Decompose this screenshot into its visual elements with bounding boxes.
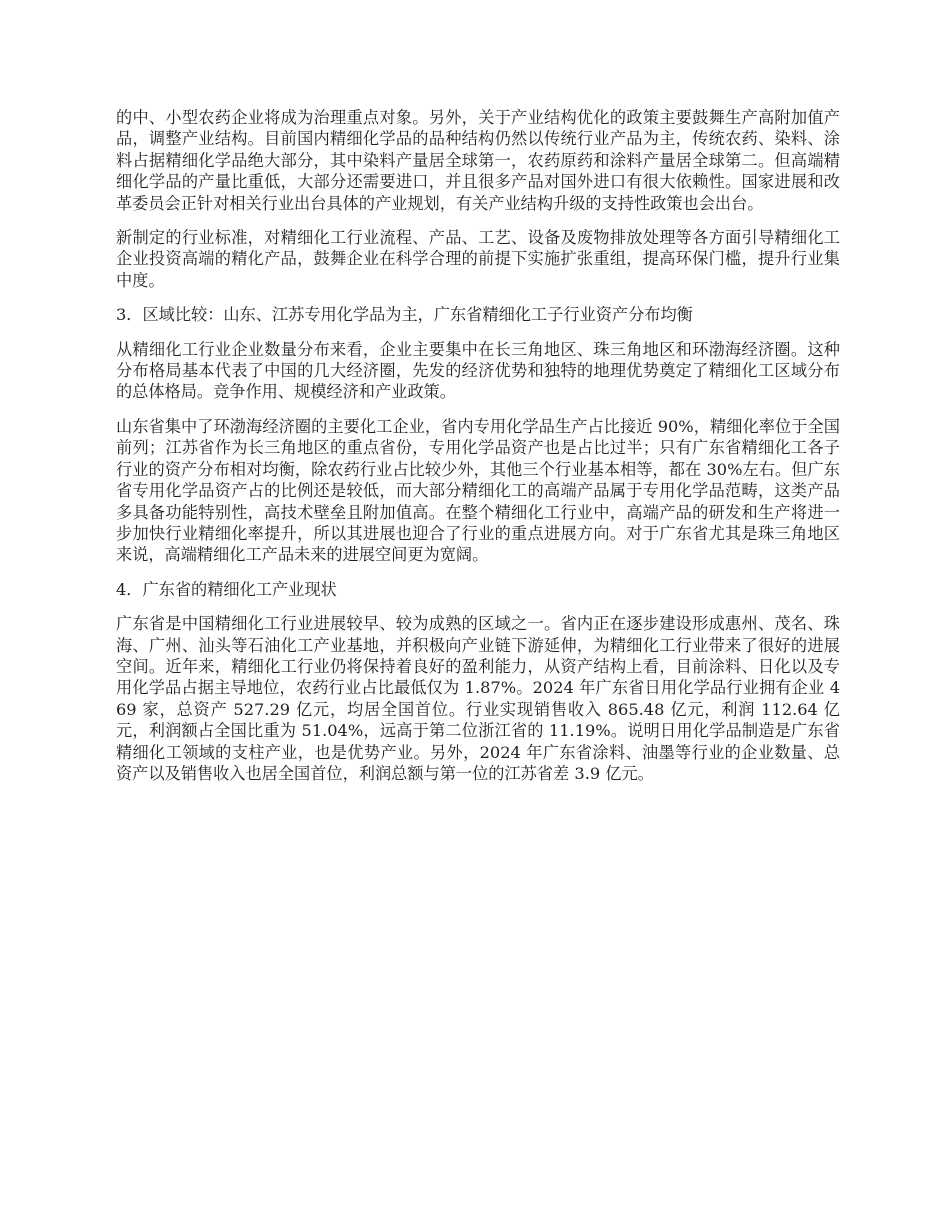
paragraph-industry-policy: 的中、小型农药企业将成为治理重点对象。另外，关于产业结构优化的政策主要鼓舞生产高附加值产品，调整产业结构。目前国内精细化学品的品种结构仍然以传统行业产品为主，传统农药、染料、涂料占据精细化学品绝大部分，其中染料产量居全球第一，农药原药和涂料产量居全球第二。但高端精细化学品的产量比重低，大部分还需要进口，并且很多产品对国外进口有很大依赖性。国家进展和改革委员会正针对相关行业出台具体的产业规划，有关产业结构升级的支持性政策也会出台。	[116, 108, 840, 213]
paragraph-guangdong-industry: 广东省是中国精细化工行业进展较早、较为成熟的区域之一。省内正在逐步建设形成惠州、茂名、珠海、广州、汕头等石油化工产业基地，并积极向产业链下游延伸，为精细化工行业带来了很好的进展空间。近年来，精细化工行业仍将保持着良好的盈利能力，从资产结构上看，目前涂料、日化以及专用化学品占据主导地位，农药行业占比最低仅为 1.87%。2024 年广东省日用化学品行业拥有企业 469 家，总资产 527.29 亿元，均居全国首位。行业实现销售收入 865.48 亿元，利润 112.64 亿元，利润额占全国比重为 51.04%，远高于第二位浙江省的 11.19%。说明日用化学品制造是广东省精细化工领域的支柱产业，也是优势产业。另外，2024 年广东省涂料、油墨等行业的企业数量、总资产以及销售收入也居全国首位，利润总额与第一位的江苏省差 3.9 亿元。	[116, 614, 840, 783]
paragraph-industry-standard: 新制定的行业标准，对精细化工行业流程、产品、工艺、设备及废物排放处理等各方面引导精细化工企业投资高端的精化产品，鼓舞企业在科学合理的前提下实施扩张重组，提高环保门槛，提升行业集中度。	[116, 228, 840, 290]
section-heading-guangdong-status: 4．广东省的精细化工产业现状	[116, 579, 337, 599]
document-page	[116, 107, 840, 797]
section-heading-regional-comparison: 3．区域比较：山东、江苏专用化学品为主，广东省精细化工子行业资产分布均衡	[116, 305, 693, 325]
paragraph-provincial-comparison: 山东省集中了环渤海经济圈的主要化工企业，省内专用化学品生产占比接近 90%，精细化率位于全国前列；江苏省作为长三角地区的重点省份，专用化学品资产也是占比过半；只有广东省精细化工各子行业的资产分布相对均衡，除农药行业占比较少外，其他三个行业基本相等，都在 30%左右。但广东省专用化学品资产占的比例还是较低，而大部分精细化工的高端产品属于专用化学品范畴，这类产品多具备功能特别性，高技术壁垒且附加值高。在整个精细化工行业中，高端产品的研发和生产将进一步加快行业精细化率提升，所以其进展也迎合了行业的重点进展方向。对于广东省尤其是珠三角地区来说，高端精细化工产品未来的进展空间更为宽阔。	[116, 416, 840, 565]
paragraph-enterprise-distribution: 从精细化工行业企业数量分布来看，企业主要集中在长三角地区、珠三角地区和环渤海经济圈。这种分布格局基本代表了中国的几大经济圈，先发的经济优势和独特的地理优势奠定了精细化工区域分布的总体格局。竞争作用、规模经济和产业政策。	[116, 339, 840, 402]
